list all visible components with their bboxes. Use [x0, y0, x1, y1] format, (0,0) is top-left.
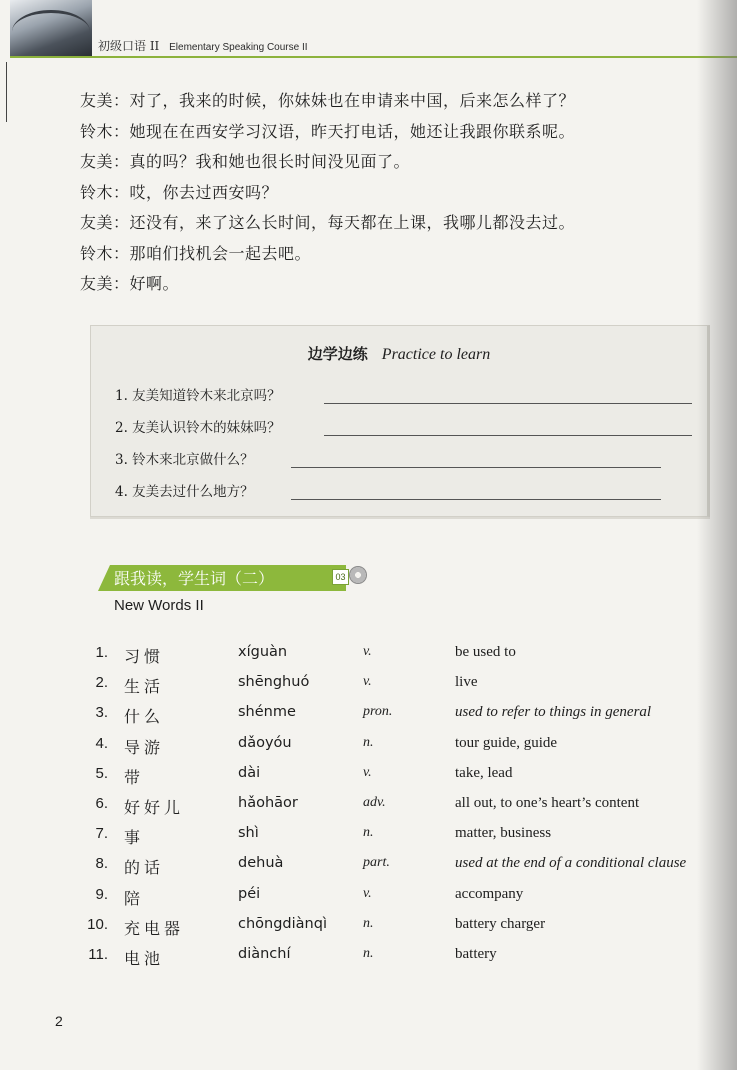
vocab-row	[0, 855, 737, 885]
vocab-row	[0, 795, 737, 825]
vocab-row	[0, 886, 737, 916]
vocab-part-of-speech: n.	[363, 946, 374, 961]
dialogue	[80, 88, 575, 302]
vocab-row	[0, 704, 737, 734]
vocab-part-of-speech: adv.	[363, 795, 386, 810]
vocab-row	[0, 916, 737, 946]
header-title-en: Elementary Speaking Course II	[169, 42, 308, 53]
vocab-row	[0, 644, 737, 674]
practice-question: 2. 友美认识铃木的妹妹吗？	[115, 420, 281, 436]
vocab-definition: battery charger	[455, 915, 546, 932]
dialogue-line: 铃木：她现在在西安学习汉语，昨天打电话，她还让我跟你联系呢。	[80, 121, 576, 141]
vocab-definition: be used to	[455, 644, 516, 660]
vocab-pinyin: chōngdiànqì	[238, 915, 327, 932]
dialogue-line: 友美：好啊。	[80, 274, 180, 293]
vocab-hanzi: 好好儿	[124, 798, 185, 817]
dialogue-line: 铃木：哎，你去过西安吗？	[80, 182, 279, 202]
page-number: 2	[55, 1013, 63, 1029]
page-gutter-shadow	[697, 0, 737, 1070]
cd-icon[interactable]	[349, 566, 367, 584]
practice-question: 1. 友美知道铃木来北京吗？	[115, 388, 281, 404]
vocab-hanzi: 生活	[124, 677, 165, 697]
practice-question: 4. 友美去过什么地方？	[115, 484, 254, 500]
vocab-row	[0, 765, 737, 795]
vocab-pinyin: shēnghuó	[238, 674, 310, 691]
answer-line[interactable]	[324, 403, 692, 404]
vocab-part-of-speech: part.	[363, 855, 390, 871]
vocab-pinyin: dǎoyóu	[238, 734, 292, 751]
answer-line[interactable]	[324, 435, 692, 436]
practice-title-zh: 边学边练	[307, 345, 368, 363]
vocab-definition: used at the end of a conditional clause	[455, 855, 687, 872]
vocab-definition: take, lead	[455, 764, 513, 781]
vocab-part-of-speech: v.	[363, 644, 372, 659]
vocab-row	[0, 674, 737, 704]
vocab-pinyin: shì	[238, 825, 259, 842]
vocab-row	[0, 825, 737, 855]
vocab-pinyin: dài	[238, 764, 261, 781]
vocab-hanzi: 带	[124, 767, 145, 787]
vocab-number: 10.	[87, 915, 108, 933]
vocab-definition: live	[455, 674, 478, 691]
section-title: 跟我读，学生词（二）	[114, 569, 275, 588]
dialogue-line: 友美：还没有，来了这么长时间，每天都在上课，我哪儿都没去过。	[80, 213, 576, 232]
vocab-part-of-speech: n.	[363, 734, 374, 750]
vocab-definition: battery	[455, 946, 497, 962]
vocab-row	[0, 946, 737, 976]
vocab-hanzi: 的话	[124, 858, 165, 878]
vocab-number: 3.	[95, 704, 108, 722]
vocab-part-of-speech: pron.	[363, 704, 393, 720]
vocab-pinyin: péi	[238, 885, 261, 902]
answer-line[interactable]	[291, 499, 661, 500]
section-subtitle: New Words II	[114, 597, 204, 614]
vocab-hanzi: 充电器	[124, 918, 185, 938]
vocab-definition: tour guide, guide	[455, 734, 558, 751]
audio-track-badge[interactable]: 03	[332, 569, 349, 585]
vocab-pinyin: xíguàn	[238, 644, 288, 660]
vocab-hanzi: 什么	[124, 707, 165, 727]
vocab-part-of-speech: n.	[363, 825, 374, 841]
vocab-hanzi: 习惯	[124, 647, 165, 666]
answer-line[interactable]	[291, 467, 661, 468]
vocab-pinyin: hǎohāor	[238, 795, 298, 811]
vocab-part-of-speech: n.	[363, 915, 374, 931]
practice-box	[90, 325, 710, 517]
practice-question: 3. 铃木来北京做什么？	[115, 452, 254, 468]
header-rule	[10, 56, 737, 58]
vocab-part-of-speech: v.	[363, 764, 372, 780]
dialogue-line: 铃木：那咱们找机会一起去吧。	[80, 243, 312, 263]
vocab-definition: all out, to one’s heart’s content	[455, 795, 640, 811]
vocab-number: 6.	[95, 795, 108, 812]
vocab-number: 8.	[95, 855, 108, 873]
vocab-number: 4.	[95, 734, 108, 752]
vocab-hanzi: 导游	[124, 737, 165, 757]
vocab-definition: accompany	[455, 885, 524, 902]
running-header	[98, 37, 308, 54]
vocab-pinyin: shénme	[238, 704, 296, 721]
vocab-pinyin: dehuà	[238, 855, 284, 872]
vocab-pinyin: diànchí	[238, 946, 291, 962]
practice-title	[91, 343, 707, 364]
vocab-hanzi: 电池	[124, 949, 165, 968]
practice-title-en: Practice to learn	[381, 346, 491, 363]
vocab-hanzi: 陪	[124, 888, 145, 908]
margin-mark	[6, 62, 7, 122]
dialogue-line: 友美：真的吗？我和她也很长时间没见面了。	[80, 152, 411, 171]
vocab-hanzi: 事	[124, 828, 145, 848]
vocab-definition: used to refer to things in general	[455, 704, 652, 721]
vocab-part-of-speech: v.	[363, 674, 372, 690]
vocab-number: 2.	[95, 674, 108, 692]
vocab-part-of-speech: v.	[363, 885, 372, 901]
vocab-number: 9.	[95, 885, 108, 903]
dialogue-line: 友美：对了，我来的时候，你妹妹也在申请来中国，后来怎么样了？	[80, 91, 576, 110]
header-title-zh: 初级口语 II	[98, 39, 160, 53]
vocab-number: 11.	[88, 946, 108, 963]
vocab-number: 5.	[95, 764, 108, 782]
vocab-row	[0, 735, 737, 765]
vocab-number: 7.	[95, 825, 108, 843]
vocab-number: 1.	[95, 644, 108, 661]
vocab-definition: matter, business	[455, 825, 552, 842]
